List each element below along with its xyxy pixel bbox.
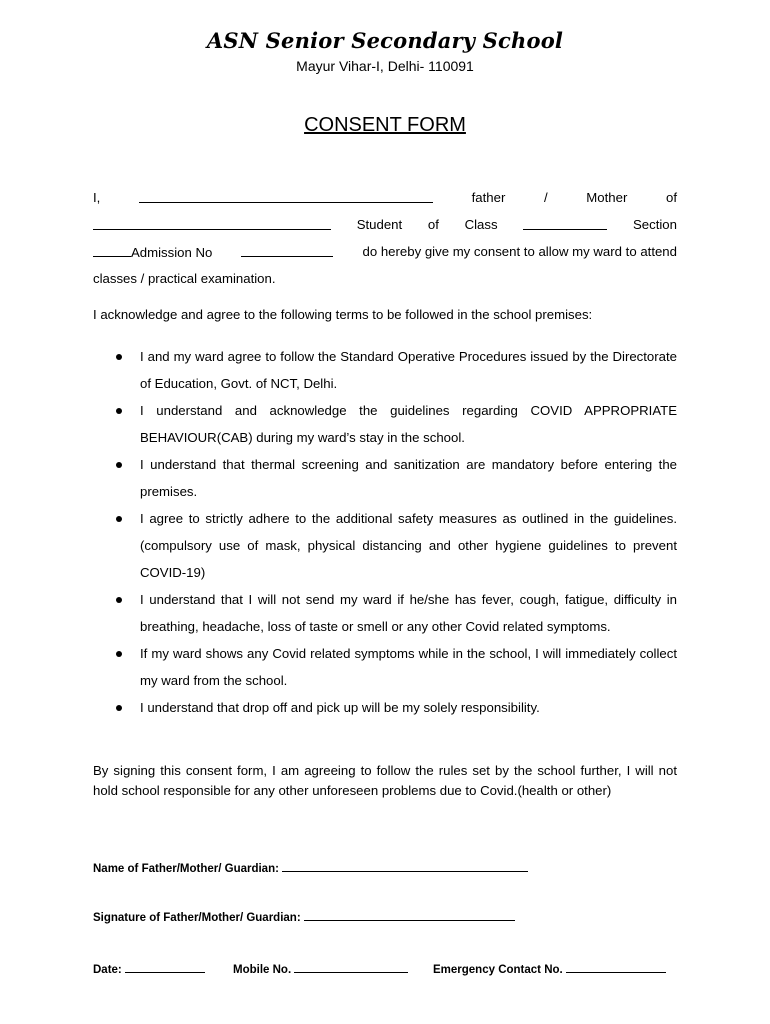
- bullet-icon: [116, 705, 122, 711]
- term-item: I understand that thermal screening and sanitization are mandatory before entering the premises.: [93, 451, 677, 505]
- school-name: ASN Senior Secondary School: [206, 28, 564, 53]
- term-item: I understand that I will not send my ward if he/she has fever, cough, fatigue, difficulty in breathing, headache, loss of taste or smell or any other Covid related symptoms.: [93, 586, 677, 640]
- bullet-icon: [116, 462, 122, 468]
- emergency-row: [433, 962, 666, 976]
- emergency-blank[interactable]: [566, 962, 666, 973]
- term-item: I agree to strictly adhere to the additional safety measures as outlined in the guidelines. (compulsory use of mask, physical distancing and other hygiene guidelines to prevent COVID-19): [93, 505, 677, 586]
- intro-admission: Admission No: [131, 245, 213, 260]
- section-blank[interactable]: [93, 243, 131, 257]
- bullet-icon: [116, 408, 122, 414]
- intro-slash: /: [543, 190, 548, 205]
- school-address: Mayur Vihar-I, Delhi- 110091: [296, 58, 474, 74]
- class-blank[interactable]: [523, 216, 607, 230]
- intro-line-2: [93, 216, 677, 234]
- bullet-icon: [116, 597, 122, 603]
- intro-class: Class: [464, 217, 498, 232]
- bullet-icon: [116, 516, 122, 522]
- signature-row: [93, 910, 515, 924]
- intro-line-3: [93, 243, 677, 262]
- intro-line-1: [93, 189, 677, 207]
- term-item: I and my ward agree to follow the Standard Operative Procedures issued by the Directorate of Education, Govt. of NCT, Delhi.: [93, 343, 677, 397]
- terms-list: [93, 343, 677, 721]
- term-item: I understand and acknowledge the guidelines regarding COVID APPROPRIATE BEHAVIOUR(CAB) during my ward’s stay in the school.: [93, 397, 677, 451]
- name-label: Name of Father/Mother/ Guardian:: [93, 863, 279, 875]
- parent-name-blank[interactable]: [139, 189, 433, 203]
- closing-paragraph: By signing this consent form, I am agreeing to follow the rules set by the school further, I will not hold school responsible for any other unforeseen problems due to Covid.(health or other): [93, 763, 677, 798]
- form-title: CONSENT FORM: [304, 114, 466, 136]
- name-blank[interactable]: [282, 861, 528, 872]
- intro-of-2: of: [427, 217, 439, 232]
- intro-mother: Mother: [586, 190, 628, 205]
- mobile-blank[interactable]: [294, 962, 408, 973]
- date-blank[interactable]: [125, 962, 205, 973]
- signature-blank[interactable]: [304, 910, 515, 921]
- intro-consent: do hereby give my consent to allow my ward to attend: [362, 244, 677, 259]
- term-item: If my ward shows any Covid related symptoms while in the school, I will immediately collect my ward from the school.: [93, 640, 677, 694]
- mobile-label: Mobile No.: [233, 964, 292, 976]
- admission-no-blank[interactable]: [241, 243, 333, 257]
- date-row: [93, 962, 205, 976]
- intro-of: of: [665, 190, 677, 205]
- student-name-blank[interactable]: [93, 216, 331, 230]
- intro-i: I,: [93, 190, 101, 205]
- bullet-icon: [116, 651, 122, 657]
- name-row: [93, 861, 528, 875]
- intro-section: Section: [632, 217, 677, 232]
- term-item: I understand that drop off and pick up will be my solely responsibility.: [93, 694, 677, 721]
- date-label: Date:: [93, 964, 122, 976]
- acknowledge-text: I acknowledge and agree to the following terms to be followed in the school premises:: [93, 307, 593, 322]
- bullet-icon: [116, 354, 122, 360]
- intro-line-4: classes / practical examination.: [93, 271, 276, 286]
- intro-father: father: [471, 190, 506, 205]
- signature-label: Signature of Father/Mother/ Guardian:: [93, 912, 301, 924]
- intro-student: Student: [356, 217, 403, 232]
- mobile-row: [233, 962, 408, 976]
- emergency-label: Emergency Contact No.: [433, 964, 563, 976]
